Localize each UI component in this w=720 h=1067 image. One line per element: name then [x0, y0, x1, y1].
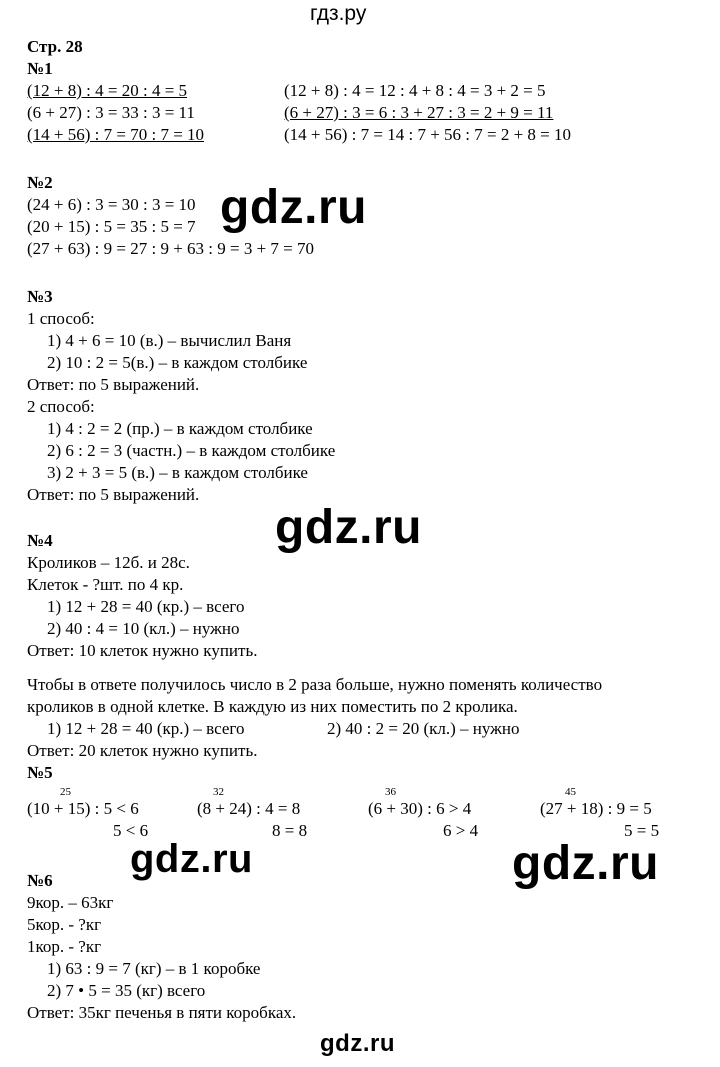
watermark-logo: gdz.ru	[220, 181, 367, 234]
task5-item1-expr: (10 + 15) : 5 < 6	[27, 799, 139, 818]
watermark-logo: gdz.ru	[275, 501, 422, 554]
task1-left-line2: (6 + 27) : 3 = 33 : 3 = 11	[27, 103, 195, 122]
task4-line1: Кроликов – 12б. и 28с.	[27, 553, 190, 572]
task6-title: №6	[27, 871, 53, 890]
task6-line1: 9кор. – 63кг	[27, 893, 114, 912]
task4-title: №4	[27, 531, 53, 550]
task5-item1-result: 5 < 6	[113, 821, 149, 840]
task5-item3-sum: 36	[385, 786, 396, 798]
task2-line3: (27 + 63) : 9 = 27 : 9 + 63 : 9 = 3 + 7 = 70	[27, 239, 315, 258]
task3-line8: 3) 2 + 3 = 5 (в.) – в каждом столбике	[47, 463, 308, 482]
task1-right-line1: (12 + 8) : 4 = 12 : 4 + 8 : 4 = 3 + 2 = 5	[284, 81, 546, 100]
task4-para-line2: кроликов в одной клетке. В каждую из них поместить по 2 кролика.	[27, 697, 518, 716]
task6-line6: Ответ: 35кг печенья в пяти коробках.	[27, 1003, 297, 1022]
task2-line2: (20 + 15) : 5 = 35 : 5 = 7	[27, 217, 196, 236]
watermark-logo: gdz.ru	[512, 837, 659, 890]
site-header: гдз.ру	[310, 2, 367, 25]
task5-item2-expr: (8 + 24) : 4 = 8	[197, 799, 301, 818]
page-label: Стр. 28	[27, 37, 83, 56]
task4-step2: 2) 40 : 2 = 20 (кл.) – нужно	[327, 719, 520, 738]
task4-answer: Ответ: 20 клеток нужно купить.	[27, 741, 258, 760]
task2-title: №2	[27, 173, 53, 192]
task3-line2: 1) 4 + 6 = 10 (в.) – вычислил Ваня	[47, 331, 292, 350]
task3-line3: 2) 10 : 2 = 5(в.) – в каждом столбике	[47, 353, 308, 372]
task5-item3-result: 6 > 4	[443, 821, 479, 840]
task5-item4-result: 5 = 5	[624, 821, 660, 840]
task5-item1-sum: 25	[60, 786, 71, 798]
task1-right-line3: (14 + 56) : 7 = 14 : 7 + 56 : 7 = 2 + 8 = 10	[284, 125, 572, 144]
task4-para-line1: Чтобы в ответе получилось число в 2 раза больше, нужно поменять количество	[27, 675, 603, 694]
task5-item4-sum: 45	[565, 786, 576, 798]
task3-line9: Ответ: по 5 выражений.	[27, 485, 200, 504]
task3-line4: Ответ: по 5 выражений.	[27, 375, 200, 394]
task3-title: №3	[27, 287, 53, 306]
task6-line5: 2) 7 • 5 = 35 (кг) всего	[47, 981, 206, 1000]
task5-item3-expr: (6 + 30) : 6 > 4	[368, 799, 472, 818]
task4-step1: 1) 12 + 28 = 40 (кр.) – всего	[47, 719, 245, 738]
watermark-logo: gdz.ru	[130, 837, 253, 881]
watermark-logo: gdz.ru	[320, 1030, 395, 1057]
task3-line5: 2 способ:	[27, 397, 95, 416]
task4-line5: Ответ: 10 клеток нужно купить.	[27, 641, 258, 660]
task4-line2: Клеток - ?шт. по 4 кр.	[27, 575, 184, 594]
task5-item2-sum: 32	[213, 786, 224, 798]
task2-line1: (24 + 6) : 3 = 30 : 3 = 10	[27, 195, 196, 214]
task4-line4: 2) 40 : 4 = 10 (кл.) – нужно	[47, 619, 240, 638]
task3-line1: 1 способ:	[27, 309, 95, 328]
task6-line4: 1) 63 : 9 = 7 (кг) – в 1 коробке	[47, 959, 261, 978]
task5-item2-result: 8 = 8	[272, 821, 308, 840]
task1-left-line1: (12 + 8) : 4 = 20 : 4 = 5	[27, 81, 188, 100]
task1-right-line2: (6 + 27) : 3 = 6 : 3 + 27 : 3 = 2 + 9 = 11	[284, 103, 554, 122]
task6-line3: 1кор. - ?кг	[27, 937, 102, 956]
task1-left-line3: (14 + 56) : 7 = 70 : 7 = 10	[27, 125, 205, 144]
task5-title: №5	[27, 763, 53, 782]
task1-title: №1	[27, 59, 53, 78]
task6-line2: 5кор. - ?кг	[27, 915, 102, 934]
task3-line7: 2) 6 : 2 = 3 (частн.) – в каждом столбике	[47, 441, 336, 460]
task3-line6: 1) 4 : 2 = 2 (пр.) – в каждом столбике	[47, 419, 313, 438]
task4-line3: 1) 12 + 28 = 40 (кр.) – всего	[47, 597, 245, 616]
task5-item4-expr: (27 + 18) : 9 = 5	[540, 799, 652, 818]
